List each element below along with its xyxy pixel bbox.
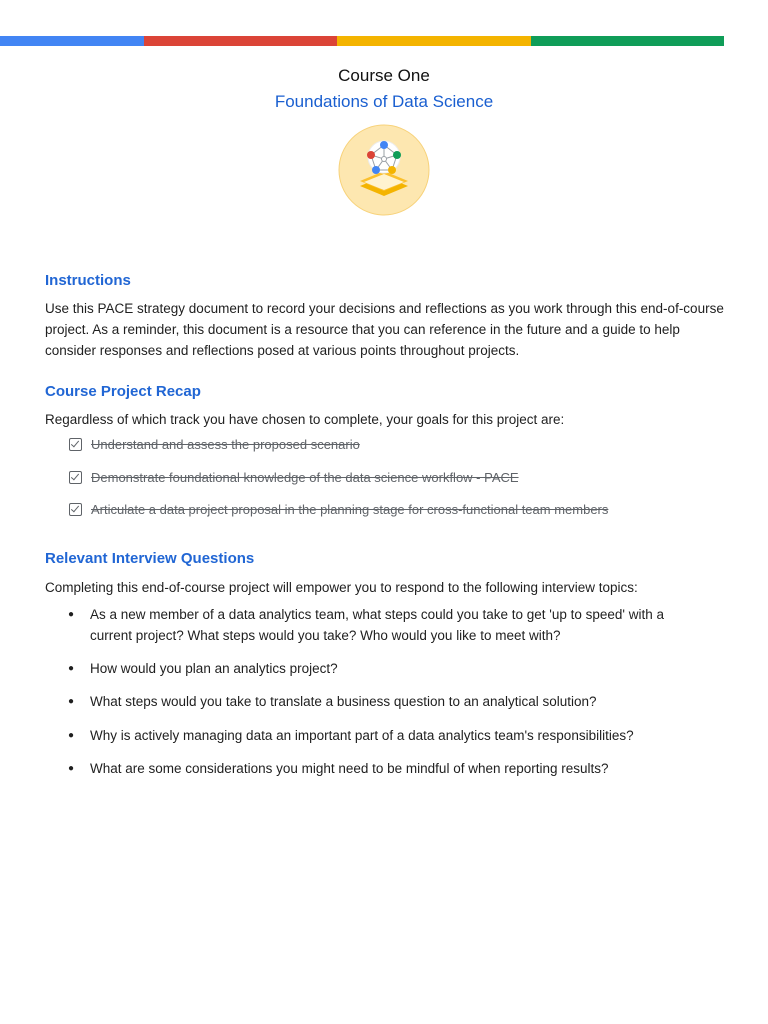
instructions-heading: Instructions	[45, 272, 131, 289]
question-text: As a new member of a data analytics team, what steps could you take to get 'up to speed' with a current project? What steps would you take? Who would you like to meet with?	[90, 607, 664, 643]
course-title: Course One	[338, 66, 430, 85]
bullet-icon: ●	[68, 696, 75, 707]
checkbox-checked-icon[interactable]	[69, 503, 82, 516]
interview-intro: Completing this end-of-course project will empower you to respond to the following interview topics:	[45, 580, 638, 595]
course-subtitle: Foundations of Data Science	[274, 92, 494, 111]
checkbox-checked-icon[interactable]	[69, 471, 82, 484]
checkbox-checked-icon[interactable]	[69, 438, 82, 451]
color-bar-yellow	[337, 36, 531, 46]
bullet-icon: ●	[68, 609, 75, 620]
goal-text: Demonstrate foundational knowledge of the data science workflow - PACE	[91, 470, 519, 485]
goal-item[interactable]	[69, 437, 360, 452]
interview-question	[68, 658, 708, 679]
interview-question	[68, 604, 708, 646]
brand-color-bar	[0, 36, 724, 46]
interview-question	[68, 691, 708, 712]
instructions-body: Use this PACE strategy document to record your decisions and reflections as you work through this end-of-course project. As a reminder, this document is a resource that you can reference in the future and a guide to help consider responses and reflections posed at various points throughout projects.	[45, 301, 724, 358]
bullet-icon: ●	[68, 730, 75, 741]
goal-text: Understand and assess the proposed scenario	[91, 437, 360, 452]
question-text: What steps would you take to translate a business question to an analytical solution?	[90, 694, 597, 709]
question-text: How would you plan an analytics project?	[90, 661, 338, 676]
goal-item[interactable]	[69, 502, 608, 517]
interview-question	[68, 725, 708, 746]
bullet-icon: ●	[68, 763, 75, 774]
goal-text: Articulate a data project proposal in the planning stage for cross-functional team members	[91, 502, 609, 517]
question-text: What are some considerations you might need to be mindful of when reporting results?	[90, 761, 609, 776]
color-bar-green	[531, 36, 724, 46]
interview-heading: Relevant Interview Questions	[45, 550, 255, 567]
color-bar-red	[144, 36, 337, 46]
recap-intro: Regardless of which track you have chosen to complete, your goals for this project are:	[45, 412, 565, 427]
recap-heading: Course Project Recap	[45, 383, 201, 400]
goal-item[interactable]	[69, 470, 519, 485]
bullet-icon: ●	[68, 663, 75, 674]
question-text: Why is actively managing data an important part of a data analytics team's responsibilities?	[90, 728, 634, 743]
data-science-network-icon	[338, 124, 430, 216]
interview-question	[68, 758, 708, 779]
color-bar-blue	[0, 36, 144, 46]
